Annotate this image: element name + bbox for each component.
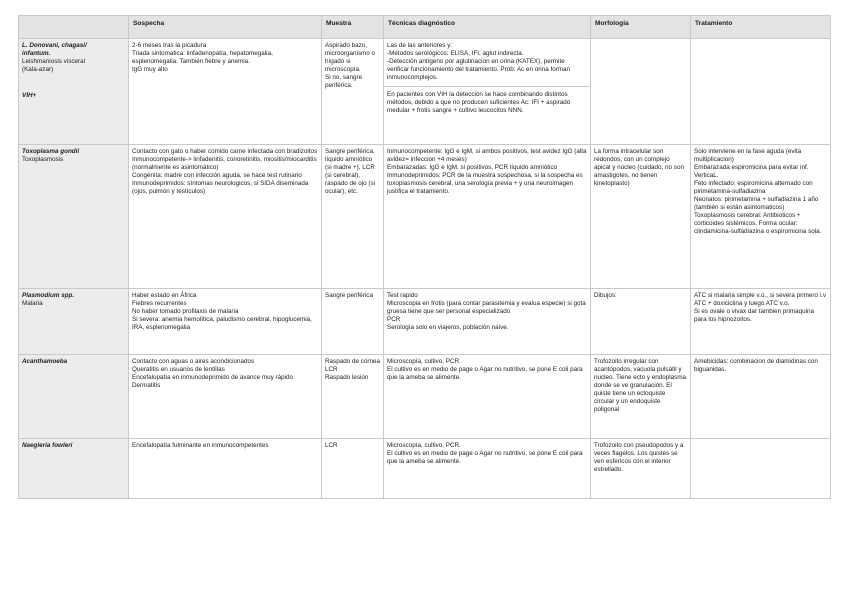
- parasites-table: [18, 15, 831, 499]
- text-line: Fiebres recurrentes: [132, 300, 187, 308]
- sospecha-cell: [129, 289, 322, 355]
- sospecha-cell: [129, 145, 322, 289]
- row-name-cell: [19, 355, 129, 439]
- text-line: Serología solo en viajeros, población naive.: [387, 324, 509, 332]
- vih-label: VIH+: [22, 92, 37, 100]
- sospecha-cell: [129, 39, 322, 145]
- header-muestra: Muestra: [322, 16, 384, 39]
- text-line: 2-6 meses tras la picadura: [132, 42, 207, 49]
- text-line: Dibujos:: [594, 292, 617, 299]
- text-line: Encefalopatía en inmunodeprimido de avance muy rápido: [132, 374, 294, 382]
- text-line: Si no, sangre periférica.: [325, 74, 363, 90]
- text-line: El cultivo es en medio de page o Agar no nutritivo, se pone E coli para que la ameba se alimente.: [387, 366, 583, 382]
- text-line: Inmunocompetente: IgG e IgM, si ambos positivos, test avidez IgG (alta avidez= infeccion +4 meses): [387, 148, 587, 164]
- text-line: -Detección antígeno por aglutinacion en orina (KATEX), permite verificar funcionamiento del tratamiento. Prob: Ac en orina forman inmunocomplejos.: [387, 58, 571, 82]
- text-line: Solo interviene en la fase aguda (evita multiplicacion): [694, 148, 802, 164]
- text-line: LCR: [325, 366, 338, 374]
- morfologia-cell: [591, 289, 691, 355]
- text-line: IgG muy alto: [132, 66, 168, 74]
- disease-name: Leishmaniosis visceral: [22, 58, 85, 66]
- organism-name: L. Donovani, chagasi/: [22, 42, 87, 49]
- text-line: Microscopía, cultivo, PCR.: [387, 358, 461, 365]
- row-name-cell: [19, 439, 129, 499]
- muestra-cell: [322, 439, 384, 499]
- text-line: Toxoplasmosis cerebral: Antibioticos + corticoides sistémicos. Forma ocular: clindamicina-sulfadiazina o espiromicina sola.: [694, 212, 822, 236]
- text-line: LCR: [325, 442, 338, 449]
- muestra-cell: [322, 355, 384, 439]
- text-line: Sangre periférica, líquido amniótico (si madre +), LCR (si cerebral), raspado de ojo (si ocular), etc.: [325, 148, 376, 196]
- text-line: Test rapido: [387, 292, 418, 299]
- table-row: [19, 145, 831, 289]
- tecnicas-cell: [384, 355, 591, 439]
- tecnicas-cell: [384, 439, 591, 499]
- text-line: La forma intracelular son redondos, con un complejo apical y núcleo (cuidado, no son amastigotes, no tienen kinetoplasto): [594, 148, 684, 188]
- text-line: No haber tomado profilaxis de malaria: [132, 308, 239, 316]
- tecnicas-cell: [384, 145, 591, 289]
- text-line: En pacientes con VIH la detección se hace combinando distintos métodos, debido a que no producen suficientes Ac: IFI + aspirado medular + frotis sangre + cultivo leucocitos NNN.: [387, 91, 571, 115]
- morfologia-cell: [591, 145, 691, 289]
- organism-name: infantum.: [22, 50, 51, 58]
- tratamiento-cell: [691, 355, 831, 439]
- text-line: Embarazadas: IgG e IgM, si positivos, PCR líquido amniótico: [387, 164, 558, 172]
- organism-name: Toxoplasma gondii: [22, 148, 80, 155]
- text-line: Microscopia en frotis (para contar parasitemia y evalua especie) si gota gruesa tiene que ser personal especializado: [387, 300, 586, 316]
- text-line: Neonatos: pirimetamina + sulfadiazina 1 año (también si están asintomaticos): [694, 196, 819, 212]
- morfologia-cell: [591, 355, 691, 439]
- text-line: Inmunocompetente-> linfadenitis, corioretinitis, miositis/miocarditis (normalmente es asintomático): [132, 156, 317, 172]
- morfologia-cell: [591, 439, 691, 499]
- tratamiento-cell: [691, 289, 831, 355]
- table-row: [19, 439, 831, 499]
- text-line: Embarazada espiromicina para evitar inf. VerticaL.: [694, 164, 809, 180]
- text-line: Inmunodeprimidos: síntomas neurologicos, si SIDA diseminada (ojos, pulmón y testículos): [132, 180, 309, 196]
- text-line: PCR: [387, 316, 401, 324]
- text-line: Congénita: madre con infección aguda, se hace test rutinario: [132, 172, 302, 180]
- vih-tecnicas: [384, 86, 590, 115]
- organism-name: Acanthamoeba: [22, 358, 68, 365]
- tratamiento-cell: [691, 39, 831, 145]
- table-row: [19, 355, 831, 439]
- organism-name: Plasmodium spp.: [22, 292, 75, 299]
- text-line: Encefalopatía fulminante en inmunocompetentes: [132, 442, 269, 449]
- text-line: Aspirado bazo, microorganismo o hígado si microscopía.: [325, 42, 376, 74]
- disease-name: Toxoplasmosis: [22, 156, 64, 164]
- text-line: Raspado de córnea: [325, 358, 380, 365]
- text-line: Inmunodeprimidos: PCR de la muestra sospechosa, si la sospecha es toxoplasmosis cerebral, una serología previa + y una neuroimagen justifica el tratamiento.: [387, 172, 583, 196]
- text-line: El cultivo es en medio de page o Agar no nutritivo, se pone E coli para que la ameba se alimente.: [387, 450, 583, 466]
- muestra-cell: [322, 289, 384, 355]
- text-line: Triada sintomatica: linfadenopatía, hepatomegalia, esplenomegalia. También fiebre y anemia.: [132, 50, 273, 66]
- text-line: Feto infectado: espiromicina alternado con pirimetamina-sulfadiazina: [694, 180, 813, 196]
- row-name-cell: [19, 289, 129, 355]
- text-line: Si es ovale o vivax dar tambien primaquina para los hipnozoitos.: [694, 308, 815, 324]
- tratamiento-cell: [691, 439, 831, 499]
- text-line: Trofozoito con pseudopodos y a veces flagelos. Los quistes se ven esfericos con el interior estrellado.: [594, 442, 684, 474]
- text-line: Dermatitis: [132, 382, 161, 390]
- row-name-cell: [19, 39, 129, 145]
- header-tecnicas: Técnicas diagnóstico: [384, 16, 591, 39]
- header-sospecha: Sospecha: [129, 16, 322, 39]
- organism-name: Naegleria fowleri: [22, 442, 73, 449]
- text-line: Amebicidas: combinacion de diamidinas con biguanidas.: [694, 358, 818, 374]
- tecnicas-cell: [384, 289, 591, 355]
- header-name: [19, 16, 129, 39]
- text-line: Contacto con gato o haber comido carne infectada con bradizoitos: [132, 148, 318, 155]
- tecnicas-cell: [384, 39, 591, 145]
- disease-name: Malaria: [22, 300, 43, 308]
- text-line: Trofozoito irregular con acantópodos, vacuola pulsátil y nucleo. Tiene ecto y endoplasma donde se ve granulación. El quiste tiene un ectoquiste circular y un endoquiste poligonal: [594, 358, 687, 414]
- disease-name: (Kala-azar): [22, 66, 54, 74]
- header-row: [19, 16, 831, 39]
- text-line: Sangre periférica: [325, 292, 373, 299]
- sospecha-cell: [129, 355, 322, 439]
- text-line: Haber estado en África: [132, 292, 197, 299]
- table-row: [19, 39, 831, 145]
- header-tratamiento: Tratamiento: [691, 16, 831, 39]
- text-line: ATC si malaria simple v.o., si severa primero i.v ATC + doxiciclina y luego ATC v.o.: [694, 292, 827, 308]
- muestra-cell: [322, 145, 384, 289]
- muestra-cell: [322, 39, 384, 145]
- text-line: Microscopía, cultivo, PCR.: [387, 442, 461, 449]
- text-line: Contacto con aguas o aires acondicionados: [132, 358, 255, 365]
- text-line: -Métodos serológicos: ELISA, IFI, aglut indirecta.: [387, 50, 524, 58]
- morfologia-cell: [591, 39, 691, 145]
- row-name-cell: [19, 145, 129, 289]
- text-line: Raspado lesión: [325, 374, 369, 382]
- sospecha-cell: [129, 439, 322, 499]
- tratamiento-cell: [691, 145, 831, 289]
- header-morfologia: Morfología: [591, 16, 691, 39]
- text-line: Las de las anteriores y:: [387, 42, 453, 49]
- text-line: Si severa: anemia hemolítica, paludismo cerebral, hipoglucemia, IRA, esplenomegalia: [132, 316, 312, 332]
- text-line: Queratitis en usuarios de lentillas: [132, 366, 225, 374]
- table-row: [19, 289, 831, 355]
